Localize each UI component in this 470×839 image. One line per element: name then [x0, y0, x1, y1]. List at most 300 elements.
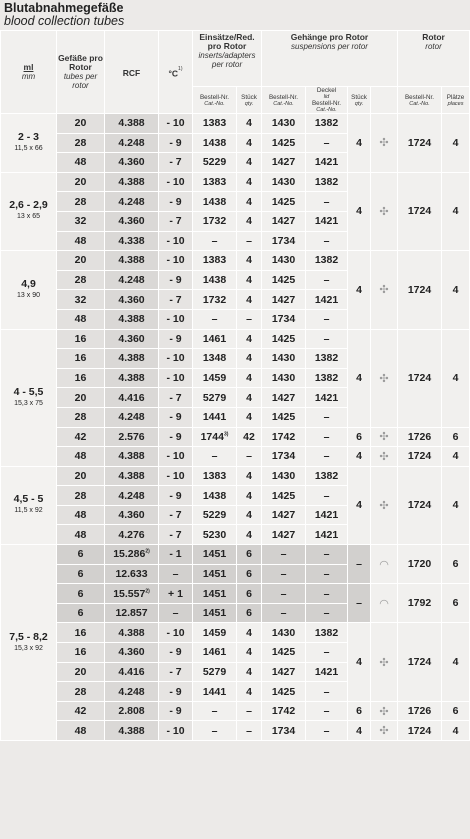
susp-cat-cell: 1427 — [262, 290, 306, 310]
susp-cat-cell: 1734 — [262, 447, 306, 467]
insert-qty-cell: 4 — [237, 388, 262, 408]
susp-cat-cell: 1427 — [262, 211, 306, 231]
temp-cell: - 7 — [159, 153, 193, 173]
susp-cat-cell: 1427 — [262, 525, 306, 545]
lid-cat-cell: 1382 — [306, 349, 348, 369]
volume-cell — [1, 329, 57, 466]
temp-cell: - 9 — [159, 427, 193, 447]
susp-cat-cell: – — [262, 603, 306, 623]
insert-qty-cell: 6 — [237, 564, 262, 584]
rotor-label-de: Rotor — [422, 32, 445, 42]
rcf-cell: 4.248 — [105, 133, 159, 153]
tubes-cell: 6 — [57, 584, 105, 604]
swing-bucket-icon — [371, 701, 398, 721]
insert-cat-cell: 1451 — [193, 545, 237, 565]
table-row — [1, 427, 470, 447]
swing-bucket-icon: ✣ — [379, 499, 389, 512]
susp-cat-cell: – — [262, 564, 306, 584]
lid-cat-cell: – — [306, 584, 348, 604]
lid-cat-cell: – — [306, 643, 348, 663]
rcf-cell: 4.360 — [105, 211, 159, 231]
insert-cat-cell: 5229 — [193, 153, 237, 173]
insert-cat-cell: 1383 — [193, 466, 237, 486]
lid-cat-cell: – — [306, 564, 348, 584]
table-row — [1, 701, 470, 721]
insert-cat-cell: – — [193, 309, 237, 329]
rotor-cat-cell: 1724 — [398, 114, 442, 173]
insert-cat-cell: 1461 — [193, 329, 237, 349]
temp-cell: - 9 — [159, 192, 193, 212]
rcf-cell: 4.388 — [105, 466, 159, 486]
susp-cat-cell: 1430 — [262, 251, 306, 271]
header-temp — [159, 31, 193, 114]
table-row — [1, 251, 470, 271]
insert-qty-cell: 4 — [237, 349, 262, 369]
tubes-cell: 6 — [57, 564, 105, 584]
lid-cat-cell: – — [306, 270, 348, 290]
angle-rotor-icon: ◠ — [379, 558, 389, 571]
susp-cat-cell: – — [262, 584, 306, 604]
susp-cat-cell: 1425 — [262, 270, 306, 290]
lid-cat-cell: 1382 — [306, 251, 348, 271]
insert-cat-cell: 1744$^{3)}$ — [193, 427, 237, 447]
insert-qty-cell: 4 — [237, 290, 262, 310]
tubes-cell: 6 — [57, 545, 105, 565]
volume-value: 2,6 - 2,9 — [9, 199, 48, 212]
page-title — [4, 2, 124, 28]
swing-bucket-icon — [371, 466, 398, 544]
lid-cat-cell: – — [306, 447, 348, 467]
susp-cat-cell: 1734 — [262, 231, 306, 251]
susp-cat-cell: 1427 — [262, 153, 306, 173]
temp-cell: - 10 — [159, 172, 193, 192]
temp-cell: - 7 — [159, 662, 193, 682]
volume-cell — [1, 545, 57, 741]
volume-value: 2 - 3 — [17, 130, 39, 143]
insert-qty-cell: 4 — [237, 251, 262, 271]
subhdr-susp-qty: Stück qty. — [348, 87, 371, 114]
volume-cell — [1, 466, 57, 544]
rcf-cell: 4.360 — [105, 505, 159, 525]
susp-cat-cell: 1742 — [262, 427, 306, 447]
ml-unit: mm — [21, 72, 36, 81]
insert-cat-cell: 5229 — [193, 505, 237, 525]
tubes-cell: 16 — [57, 623, 105, 643]
susp-label-de: Gehänge pro Rotor — [290, 32, 369, 42]
temp-cell: - 10 — [159, 114, 193, 134]
lid-cat-cell: 1421 — [306, 211, 348, 231]
tubes-cell: 16 — [57, 329, 105, 349]
places-cell: 4 — [442, 329, 470, 427]
header-ml — [1, 31, 57, 114]
insert-cat-cell: 1438 — [193, 133, 237, 153]
lid-cat-cell: 1382 — [306, 623, 348, 643]
places-cell: 6 — [442, 545, 470, 584]
lid-cat-cell: 1382 — [306, 114, 348, 134]
susp-label-en: suspensions per rotor — [291, 42, 368, 51]
lid-cat-cell: 1382 — [306, 172, 348, 192]
tubes-cell: 48 — [57, 505, 105, 525]
table-row — [1, 721, 470, 741]
insert-cat-cell: 1348 — [193, 349, 237, 369]
tubes-cell: 32 — [57, 290, 105, 310]
susp-qty-cell: 6 — [348, 701, 371, 721]
susp-cat-cell: 1430 — [262, 466, 306, 486]
rcf-cell: 4.248 — [105, 682, 159, 702]
insert-qty-cell: 4 — [237, 525, 262, 545]
subhdr-insert-cat: Bestell-Nr. Cat.-No. — [193, 87, 237, 114]
swing-bucket-icon: ✣ — [379, 725, 389, 738]
insert-qty-cell: 4 — [237, 368, 262, 388]
volume-value: 4,9 — [21, 277, 36, 290]
rcf-cell: 4.388 — [105, 447, 159, 467]
susp-qty-cell: 4 — [348, 623, 371, 701]
insert-cat-cell: 1459 — [193, 623, 237, 643]
insert-qty-cell: 4 — [237, 662, 262, 682]
rotor-cat-cell: 1724 — [398, 447, 442, 467]
tubes-cell: 48 — [57, 231, 105, 251]
insert-qty-cell: – — [237, 701, 262, 721]
lid-cat-cell: – — [306, 329, 348, 349]
volume-cell — [1, 114, 57, 173]
temp-cell: - 10 — [159, 349, 193, 369]
temp-cell: + 1 — [159, 584, 193, 604]
swing-bucket-icon: ✣ — [379, 450, 389, 463]
susp-qty-cell: 6 — [348, 427, 371, 447]
insert-qty-cell: 4 — [237, 466, 262, 486]
tube-dimensions: 15,3 x 75 — [14, 399, 43, 407]
susp-cat-cell: 1427 — [262, 662, 306, 682]
lid-cat-cell: 1421 — [306, 388, 348, 408]
tubes-cell: 6 — [57, 603, 105, 623]
rcf-cell: 4.360 — [105, 643, 159, 663]
tube-dimensions: 11,5 x 66 — [14, 144, 43, 152]
subhdr-lid-cat: Deckel lid Bestell-Nr. Cat.-No. — [306, 87, 348, 114]
places-cell: 6 — [442, 427, 470, 447]
insert-qty-cell: – — [237, 231, 262, 251]
temp-cell: - 9 — [159, 133, 193, 153]
rotor-cat-cell: 1792 — [398, 584, 442, 623]
insert-qty-cell: 4 — [237, 133, 262, 153]
places-cell: 4 — [442, 623, 470, 701]
tubes-cell: 48 — [57, 153, 105, 173]
insert-cat-cell: 1459 — [193, 368, 237, 388]
lid-cat-cell: 1421 — [306, 662, 348, 682]
insert-qty-cell: 4 — [237, 505, 262, 525]
lid-cat-cell: 1421 — [306, 153, 348, 173]
susp-cat-cell: 1742 — [262, 701, 306, 721]
table-row — [1, 447, 470, 467]
volume-value: 4,5 - 5 — [13, 493, 44, 506]
lid-cat-cell: 1421 — [306, 290, 348, 310]
rcf-cell: 4.388 — [105, 172, 159, 192]
lid-cat-cell: 1421 — [306, 505, 348, 525]
temp-cell: - 7 — [159, 388, 193, 408]
subhdr-rotor-icon — [371, 87, 398, 114]
tubes-cell: 28 — [57, 682, 105, 702]
table-row — [1, 114, 470, 134]
lid-cat-cell: – — [306, 309, 348, 329]
rcf-cell: 4.416 — [105, 388, 159, 408]
insert-cat-cell: 1438 — [193, 192, 237, 212]
lid-cat-cell: – — [306, 721, 348, 741]
ml-label: ml — [23, 62, 34, 72]
tube-table — [0, 30, 470, 741]
temp-cell: - 9 — [159, 682, 193, 702]
footnote-mark: 2) — [145, 588, 150, 595]
rcf-cell: 4.388 — [105, 114, 159, 134]
susp-qty-cell: 4 — [348, 251, 371, 329]
subhdr-rotor-cat: Bestell-Nr. Cat.-No. — [398, 87, 442, 114]
footnote-mark: 2) — [145, 548, 150, 555]
rcf-cell: 4.388 — [105, 349, 159, 369]
temp-cell: - 10 — [159, 466, 193, 486]
places-cell: 6 — [442, 584, 470, 623]
insert-qty-cell: – — [237, 447, 262, 467]
temp-label: °C — [168, 68, 179, 79]
volume-cell — [1, 251, 57, 329]
insert-cat-cell: 5279 — [193, 662, 237, 682]
angle-rotor-icon — [371, 545, 398, 584]
insert-qty-cell: 4 — [237, 682, 262, 702]
susp-cat-cell: 1425 — [262, 192, 306, 212]
rcf-cell: 12.857 — [105, 603, 159, 623]
volume-value: 4 - 5,5 — [13, 385, 44, 398]
rcf-cell: 4.360 — [105, 153, 159, 173]
swing-bucket-icon: ✣ — [379, 205, 389, 218]
volume-value: 7,5 - 8,2 — [9, 630, 48, 643]
rcf-label: RCF — [122, 67, 141, 78]
temp-cell: – — [159, 603, 193, 623]
susp-cat-cell: 1734 — [262, 721, 306, 741]
lid-cat-cell: – — [306, 701, 348, 721]
susp-cat-cell: 1425 — [262, 133, 306, 153]
header-suspensions — [262, 31, 398, 87]
insert-cat-cell: 1451 — [193, 603, 237, 623]
angle-rotor-icon: ◠ — [379, 597, 389, 610]
rcf-cell: 4.338 — [105, 231, 159, 251]
header-tubes — [57, 31, 105, 114]
temp-cell: - 10 — [159, 309, 193, 329]
rotor-cat-cell: 1724 — [398, 623, 442, 701]
swing-bucket-icon — [371, 251, 398, 329]
insert-qty-cell: 4 — [237, 643, 262, 663]
tubes-cell: 20 — [57, 114, 105, 134]
swing-bucket-icon: ✣ — [379, 137, 389, 150]
places-cell: 4 — [442, 251, 470, 329]
temp-cell: - 10 — [159, 368, 193, 388]
swing-bucket-icon: ✣ — [379, 705, 389, 718]
rcf-cell: 4.360 — [105, 290, 159, 310]
tubes-cell: 48 — [57, 525, 105, 545]
lid-cat-cell: – — [306, 231, 348, 251]
insert-qty-cell: – — [237, 309, 262, 329]
lid-cat-cell: – — [306, 133, 348, 153]
tubes-cell: 48 — [57, 309, 105, 329]
rcf-cell: 4.248 — [105, 407, 159, 427]
swing-bucket-icon — [371, 721, 398, 741]
tubes-cell: 16 — [57, 643, 105, 663]
rotor-cat-cell: 1720 — [398, 545, 442, 584]
susp-cat-cell: 1425 — [262, 486, 306, 506]
temp-cell: - 9 — [159, 643, 193, 663]
temp-cell: - 7 — [159, 290, 193, 310]
swing-bucket-icon — [371, 172, 398, 250]
susp-qty-cell: 4 — [348, 329, 371, 427]
susp-cat-cell: 1425 — [262, 643, 306, 663]
temp-cell: - 9 — [159, 486, 193, 506]
lid-cat-cell: 1382 — [306, 368, 348, 388]
susp-cat-cell: 1430 — [262, 114, 306, 134]
temp-cell: - 10 — [159, 231, 193, 251]
tubes-cell: 32 — [57, 211, 105, 231]
insert-cat-cell: 1451 — [193, 564, 237, 584]
susp-cat-cell: 1430 — [262, 368, 306, 388]
rcf-cell: 4.248 — [105, 270, 159, 290]
tubes-cell: 28 — [57, 270, 105, 290]
footnote-mark: 3) — [223, 431, 229, 438]
insert-qty-cell: 6 — [237, 603, 262, 623]
rcf-cell: 4.388 — [105, 721, 159, 741]
tubes-cell: 16 — [57, 349, 105, 369]
lid-cat-cell: – — [306, 486, 348, 506]
susp-qty-cell: 4 — [348, 721, 371, 741]
rcf-cell: 12.633 — [105, 564, 159, 584]
insert-cat-cell: – — [193, 721, 237, 741]
insert-cat-cell: 1732 — [193, 290, 237, 310]
insert-qty-cell: 4 — [237, 623, 262, 643]
rcf-cell: 4.248 — [105, 192, 159, 212]
insert-cat-cell: 1383 — [193, 172, 237, 192]
places-cell: 4 — [442, 447, 470, 467]
insert-qty-cell: 42 — [237, 427, 262, 447]
table-row — [1, 172, 470, 192]
insert-cat-cell: 1383 — [193, 114, 237, 134]
swing-bucket-icon: ✣ — [379, 431, 389, 444]
places-cell: 4 — [442, 721, 470, 741]
tubes-cell: 42 — [57, 427, 105, 447]
swing-bucket-icon — [371, 427, 398, 447]
temp-cell: - 10 — [159, 623, 193, 643]
tubes-cell: 20 — [57, 172, 105, 192]
temp-cell: - 10 — [159, 447, 193, 467]
swing-bucket-icon — [371, 329, 398, 427]
tube-dimensions: 13 x 65 — [17, 213, 40, 221]
rcf-cell: 4.388 — [105, 309, 159, 329]
insert-cat-cell: 1441 — [193, 682, 237, 702]
rcf-cell: 15.286$^{2)}$ — [105, 545, 159, 565]
tube-dimensions: 13 x 90 — [17, 291, 40, 299]
tubes-cell: 20 — [57, 388, 105, 408]
insert-qty-cell: 4 — [237, 153, 262, 173]
insert-qty-cell: 6 — [237, 584, 262, 604]
tubes-cell: 20 — [57, 662, 105, 682]
rcf-cell: 4.276 — [105, 525, 159, 545]
tube-dimensions: 15,3 x 92 — [14, 644, 43, 652]
rcf-cell: 4.388 — [105, 251, 159, 271]
insert-qty-cell: 4 — [237, 486, 262, 506]
temp-cell: - 7 — [159, 211, 193, 231]
insert-qty-cell: 4 — [237, 211, 262, 231]
tubes-cell: 42 — [57, 701, 105, 721]
tubes-cell: 28 — [57, 407, 105, 427]
susp-cat-cell: 1425 — [262, 329, 306, 349]
lid-cat-cell: – — [306, 682, 348, 702]
table-row — [1, 623, 470, 643]
insert-cat-cell: – — [193, 231, 237, 251]
lid-cat-cell: 1421 — [306, 525, 348, 545]
insert-qty-cell: 4 — [237, 192, 262, 212]
places-cell: 4 — [442, 172, 470, 250]
susp-cat-cell: 1425 — [262, 407, 306, 427]
insert-qty-cell: 4 — [237, 172, 262, 192]
temp-cell: – — [159, 564, 193, 584]
tubes-cell: 16 — [57, 368, 105, 388]
rotor-cat-cell: 1724 — [398, 721, 442, 741]
swing-bucket-icon: ✣ — [379, 284, 389, 297]
subhdr-insert-qty: Stück qty. — [237, 87, 262, 114]
rcf-cell: 4.388 — [105, 368, 159, 388]
insert-cat-cell: – — [193, 701, 237, 721]
tubes-cell: 48 — [57, 721, 105, 741]
header-rotor — [398, 31, 470, 87]
susp-qty-cell: 4 — [348, 466, 371, 544]
insert-cat-cell: 1441 — [193, 407, 237, 427]
table-row — [1, 584, 470, 604]
swing-bucket-icon: ✣ — [379, 372, 389, 385]
places-cell: 4 — [442, 466, 470, 544]
insert-cat-cell: 1383 — [193, 251, 237, 271]
temp-footnote: 1) — [178, 66, 183, 73]
tubes-label-de: Gefäße pro Rotor — [58, 53, 103, 72]
temp-cell: - 10 — [159, 251, 193, 271]
insert-qty-cell: 4 — [237, 270, 262, 290]
lid-cat-cell: – — [306, 545, 348, 565]
rotor-label-en: rotor — [425, 42, 442, 51]
title-de: Blutabnahmegefäße — [4, 1, 124, 15]
inserts-label-en: inserts/adapters per rotor — [198, 51, 256, 69]
susp-qty-cell: 4 — [348, 447, 371, 467]
susp-qty-cell: – — [348, 584, 371, 623]
tubes-cell: 28 — [57, 486, 105, 506]
rcf-cell: 2.808 — [105, 701, 159, 721]
swing-bucket-icon — [371, 114, 398, 173]
tubes-cell: 28 — [57, 192, 105, 212]
insert-cat-cell: – — [193, 447, 237, 467]
susp-qty-cell: 4 — [348, 172, 371, 250]
rotor-cat-cell: 1724 — [398, 251, 442, 329]
rcf-cell: 4.416 — [105, 662, 159, 682]
susp-cat-cell: 1425 — [262, 682, 306, 702]
header-rcf — [105, 31, 159, 114]
insert-cat-cell: 1451 — [193, 584, 237, 604]
swing-bucket-icon — [371, 447, 398, 467]
rotor-cat-cell: 1724 — [398, 466, 442, 544]
tubes-cell: 28 — [57, 133, 105, 153]
rotor-cat-cell: 1724 — [398, 172, 442, 250]
volume-cell — [1, 172, 57, 250]
header-inserts — [193, 31, 262, 87]
lid-cat-cell: – — [306, 407, 348, 427]
lid-cat-cell: 1382 — [306, 466, 348, 486]
susp-cat-cell: 1430 — [262, 349, 306, 369]
rcf-cell: 15.557$^{2)}$ — [105, 584, 159, 604]
table-row — [1, 329, 470, 349]
temp-cell: - 7 — [159, 505, 193, 525]
angle-rotor-icon — [371, 584, 398, 623]
susp-cat-cell: 1427 — [262, 388, 306, 408]
places-cell: 4 — [442, 114, 470, 173]
